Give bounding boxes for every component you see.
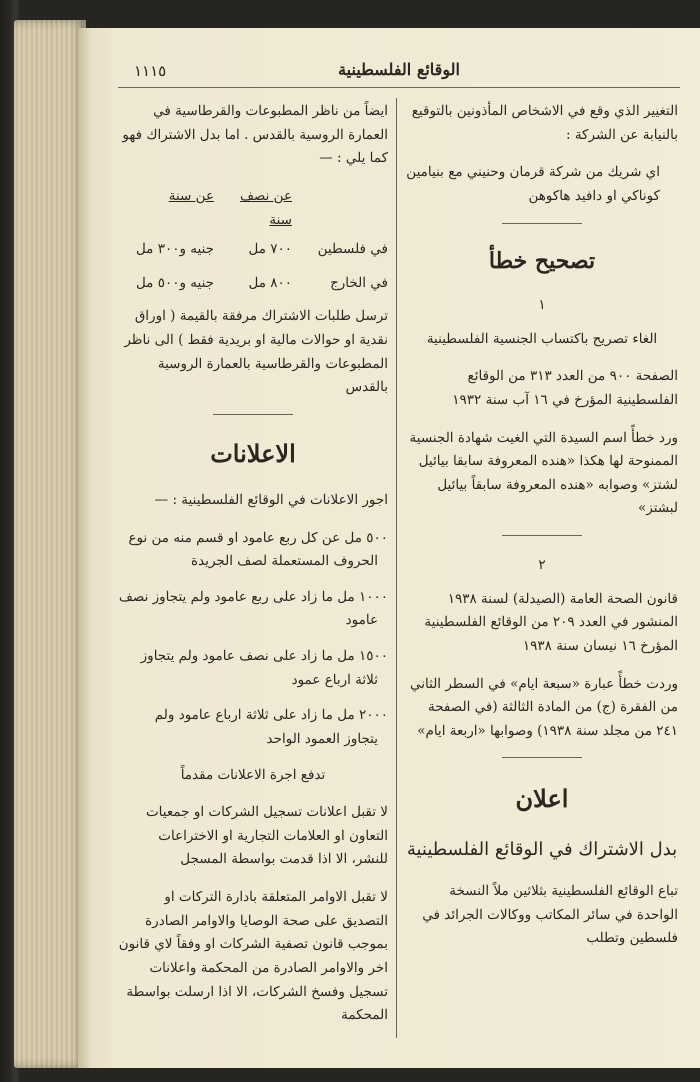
price-header-region bbox=[292, 185, 388, 232]
signatories-list: اي شريك من شركة قرمان وحنيني مع بنيامين كوناكي او دافيد هاكوهن bbox=[406, 164, 660, 204]
price-region: في فلسطين bbox=[317, 241, 388, 258]
price-year: جنيه و٣٠٠ مل bbox=[135, 241, 214, 258]
notice-heading: اعلان bbox=[515, 784, 569, 814]
item2-reference: قانون الصحة العامة (الصيدلة) لسنة ١٩٣٨ المنشور في العدد ٢٠٩ من الوقائع الفلسطينية المؤرخ ١٦ نيسان سنة ١٩٣٨ bbox=[424, 590, 678, 654]
page-title: الوقائع الفلسطينية bbox=[338, 60, 460, 79]
ad-rate: ١٥٠٠ مل ما زاد على نصف عامود ولم يتجاوز ثلاثة ارباع عمود bbox=[140, 648, 388, 688]
price-row bbox=[118, 272, 388, 296]
right-column bbox=[406, 100, 678, 965]
section-divider bbox=[502, 535, 582, 536]
ads-rule-court: لا تقبل الاوامر المتعلقة بادارة التركات او التصديق على صحة الوصايا والاوامر الصادرة بموجب قانون تصفية الشركات او وفقاً لاي قانون اخر والاوامر الصادرة من المحكمة واعلانات تسجيل وفسخ الشركات، الا اذا ارسلت بواسطة المحكمة bbox=[118, 889, 388, 1024]
item1-body: ورد خطأً اسم السيدة التي الغيت شهادة الجنسية الممنوحة لها هكذا «هنده المعروفة سابقا بيائيل لشتز» وصوابه «هنده المعروفة سابقاً بيائيل لبشتز» bbox=[409, 429, 678, 517]
item1-title: الغاء تصريح باكتساب الجنسية الفلسطينية bbox=[426, 330, 658, 347]
price-header-half-year: عن نصف سنة bbox=[239, 187, 292, 228]
subscription-body: تباع الوقائع الفلسطينية بثلاثين ملاً النسخة الواحدة في سائر المكاتب ووكالات الجرائد في فلسطين وتطلب bbox=[422, 882, 678, 947]
price-year: جنيه و٥٠٠ مل bbox=[135, 274, 214, 291]
correction-heading: تصحيح خطأ bbox=[488, 247, 596, 274]
ads-heading: الاعلانات bbox=[210, 438, 296, 468]
page-number: ١١١٥ bbox=[134, 62, 167, 80]
price-half-year: ٨٠٠ مل bbox=[248, 274, 292, 291]
subscription-continued: ايضاً من ناظر المطبوعات والقرطاسية في العمارة الروسية بالقدس . اما بدل الاشتراك فهو كما يلي : — bbox=[122, 103, 388, 167]
subscription-heading: بدل الاشتراك في الوقائع الفلسطينية bbox=[406, 839, 678, 861]
ads-subtitle: اجور الاعلانات في الوقائع الفلسطينية : — bbox=[154, 491, 388, 508]
ad-rate: ٢٠٠٠ مل ما زاد على ثلاثة ارباع عامود ولم يتجاوز العمود الواحد bbox=[154, 707, 388, 747]
section-divider bbox=[502, 757, 582, 758]
price-region: في الخارج bbox=[330, 274, 388, 291]
column-divider bbox=[396, 98, 397, 1038]
ad-rate: ٥٠٠ مل عن كل ربع عامود او قسم منه من نوع الحروف المستعملة لصف الجريدة bbox=[128, 529, 388, 570]
page-header bbox=[118, 58, 680, 88]
item1-number: ١ bbox=[538, 297, 546, 313]
ads-advance-payment: تدفع اجرة الاعلانات مقدماً bbox=[180, 766, 326, 783]
signatories-intro: التغيير الذي وقع في الاشخاص المأذونين بالتوقيع بالنيابة عن الشركة : bbox=[411, 103, 678, 143]
gazette-page bbox=[78, 28, 700, 1068]
item1-reference: الصفحة ٩٠٠ من العدد ٣١٣ من الوقائع الفلسطينية المؤرخ في ١٦ آب سنة ١٩٣٢ bbox=[452, 368, 678, 408]
item2-body: وردت خطأً عبارة «سبعة ايام» في السطر الثاني من الفقرة (ج) من المادة الثالثة (في الصفحة ٢٤١ من مجلد سنة ١٩٣٨) وصوابها «اربعة ايام» bbox=[410, 675, 678, 739]
price-half-year: ٧٠٠ مل bbox=[248, 241, 292, 258]
price-row bbox=[118, 238, 388, 262]
item2-number: ٢ bbox=[538, 557, 546, 573]
section-divider bbox=[213, 414, 293, 415]
left-column bbox=[118, 100, 388, 1042]
price-header-year: عن سنة bbox=[168, 187, 214, 204]
subscription-orders: ترسل طلبات الاشتراك مرفقة بالقيمة ( اوراق نقدية او حوالات مالية او بريدية فقط ) الى ناظر المطبوعات والقرطاسية بالعمارة الروسية بالقدس bbox=[124, 308, 388, 396]
price-table-header bbox=[118, 185, 388, 232]
section-divider bbox=[502, 223, 582, 224]
ad-rate: ١٠٠٠ مل ما زاد على ربع عامود ولم يتجاوز نصف عامود bbox=[118, 588, 388, 629]
ads-rule-registrar: لا تقبل اعلانات تسجيل الشركات او جمعيات التعاون او العلامات التجارية او الاختراعات للنشر، الا اذا قدمت بواسطة المسجل bbox=[145, 804, 388, 868]
book-page-edges bbox=[14, 20, 86, 1068]
